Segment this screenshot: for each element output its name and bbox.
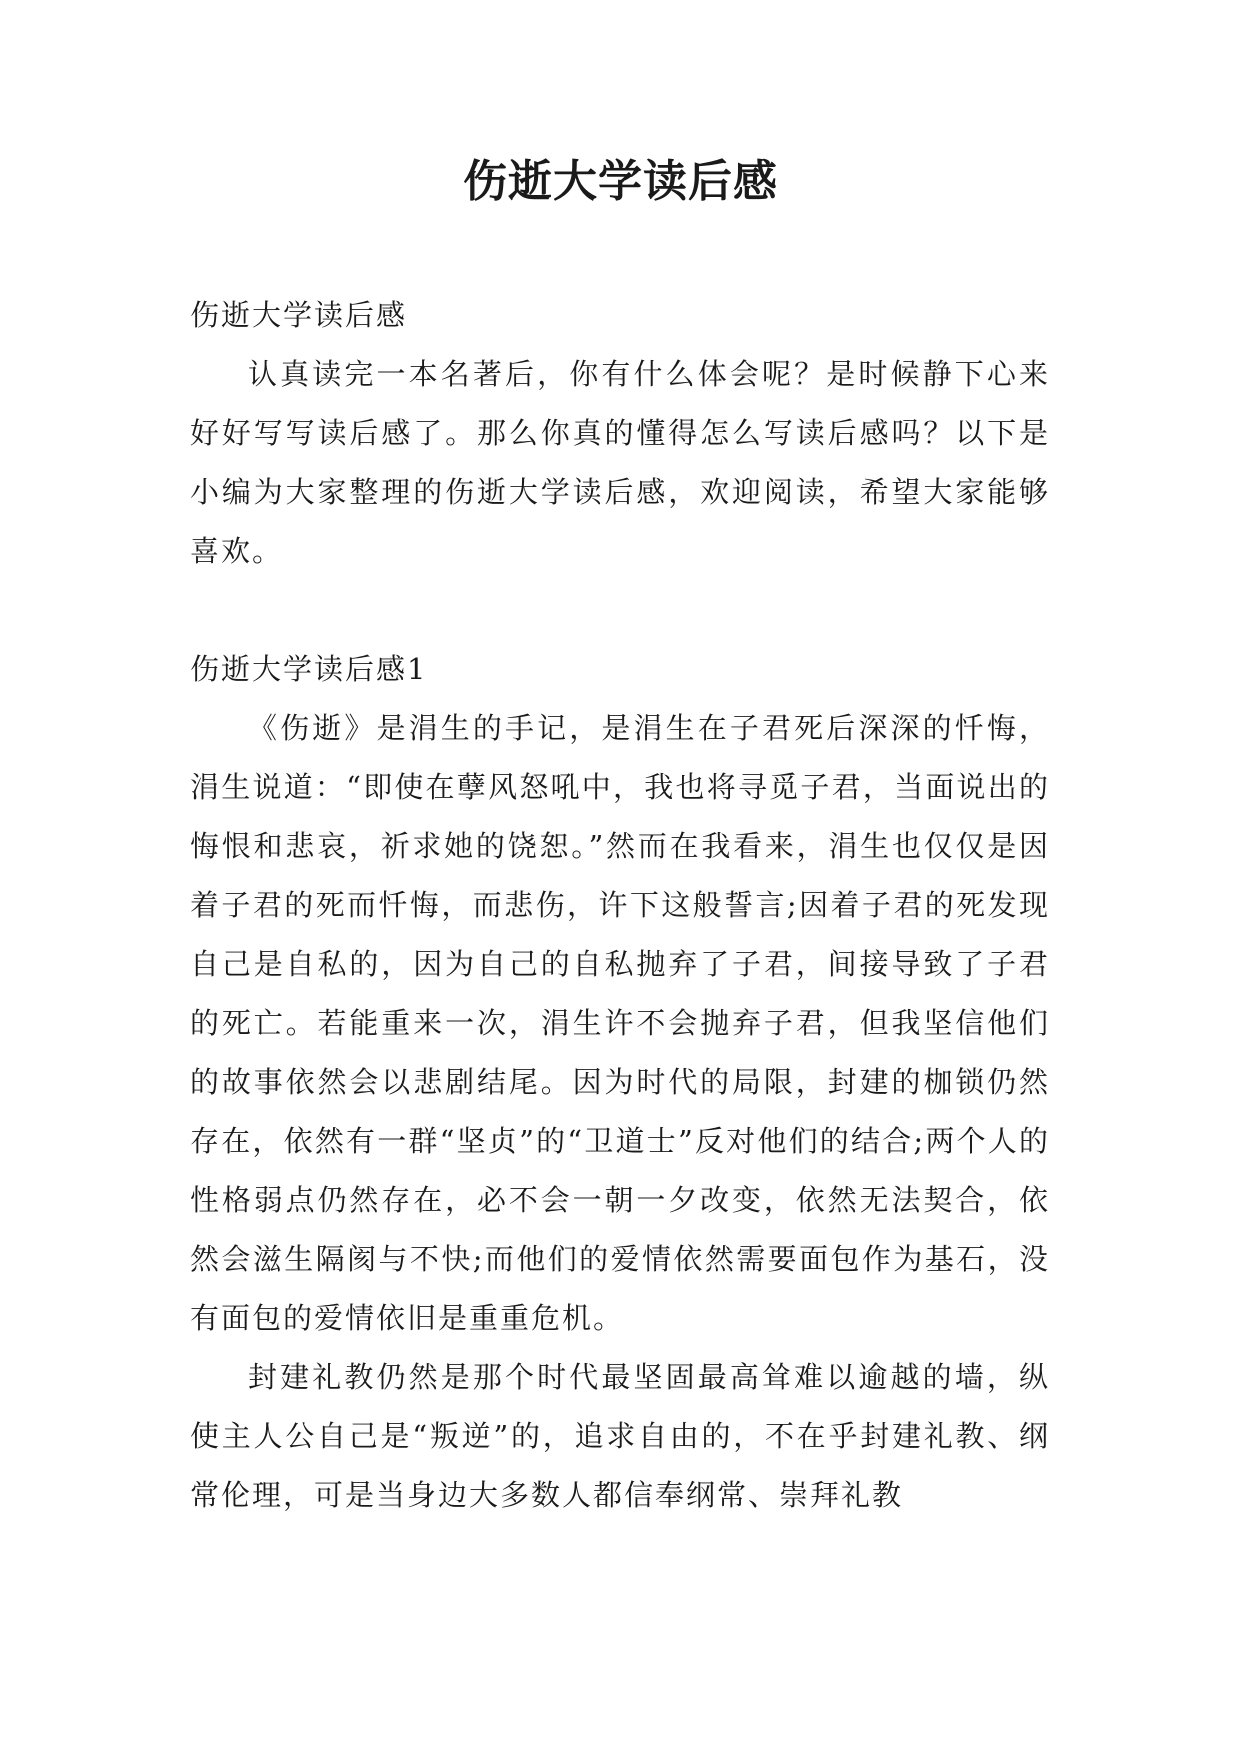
section-1-paragraph-1: 《伤逝》是涓生的手记，是涓生在子君死后深深的忏悔，涓生说道：“即使在孽风怒吼中，我也将寻觅子君，当面说出的悔恨和悲哀，祈求她的饶恕。”然而在我看来，涓生也仅仅是因着子君的死而忏悔，而悲伤，许下这般誓言;因着子君的死发现自己是自私的，因为自己的自私抛弃了子君，间接导致了子君的死亡。若能重来一次，涓生许不会抛弃子君，但我坚信他们的故事依然会以悲剧结尾。因为时代的局限，封建的枷锁仍然存在，依然有一群“坚贞”的“卫道士”反对他们的结合;两个人的性格弱点仍然存在，必不会一朝一夕改变，依然无法契合，依然会滋生隔阂与不快;而他们的爱情依然需要面包作为基石，没有面包的爱情依旧是重重危机。	[190, 711, 1050, 1335]
section-1-paragraph-2: 封建礼教仍然是那个时代最坚固最高耸难以逾越的墙，纵使主人公自己是“叛逆”的，追求自由的，不在乎封建礼教、纲常伦理，可是当身边大多数人都信奉纲常、崇拜礼教	[190, 1360, 1050, 1512]
document-title: 伤逝大学读后感	[463, 156, 778, 207]
intro-heading: 伤逝大学读后感	[190, 298, 408, 332]
paragraph-spacer	[190, 581, 1050, 640]
document-body	[190, 286, 1050, 1525]
intro-paragraph: 认真读完一本名著后，你有什么体会呢？是时候静下心来好好写写读后感了。那么你真的懂得怎么写读后感吗？以下是小编为大家整理的伤逝大学读后感，欢迎阅读，希望大家能够喜欢。	[190, 357, 1050, 568]
section-1-heading: 伤逝大学读后感1	[190, 652, 428, 686]
